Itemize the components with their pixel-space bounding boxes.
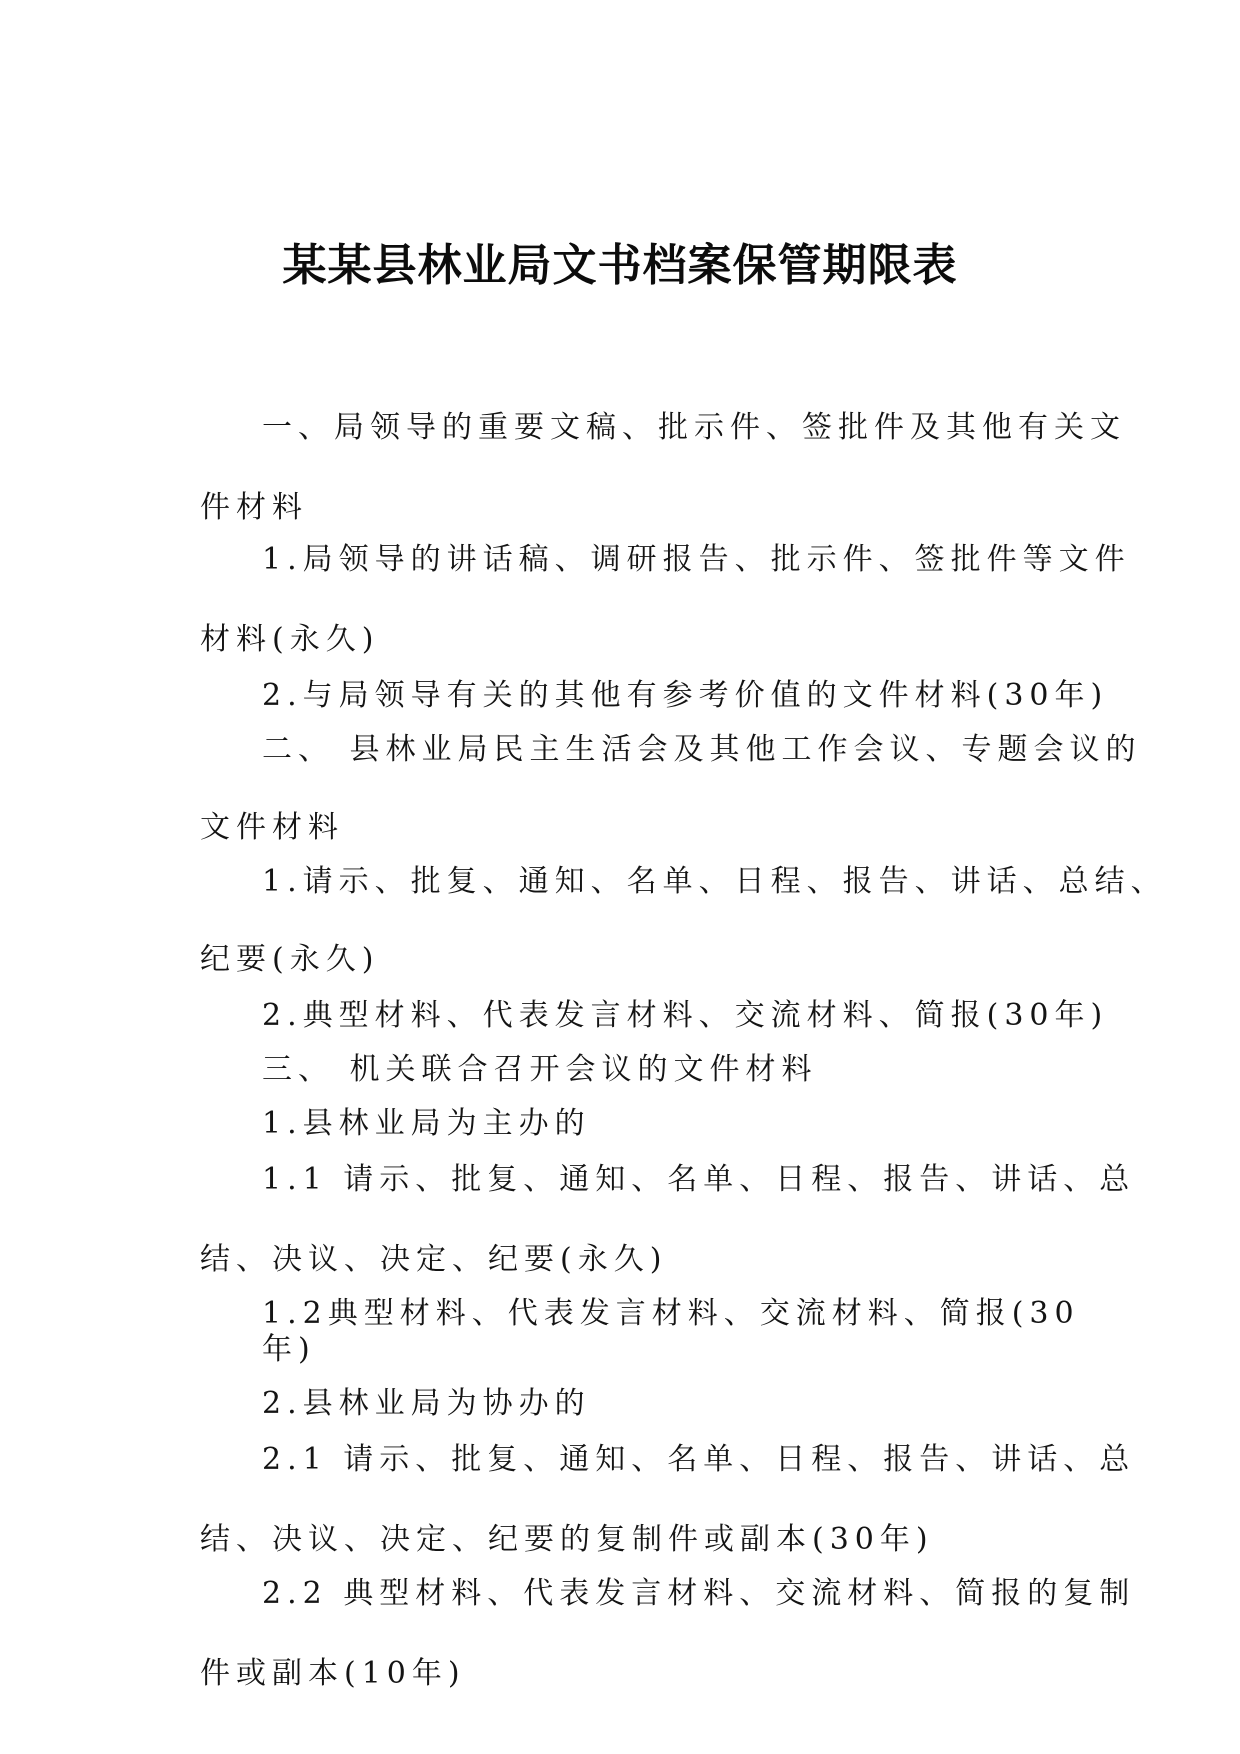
list-item-3-1-2-continued: 年) (262, 1332, 316, 1367)
list-item-1-2: 2.与局领导有关的其他有参考价值的文件材料(30年) (262, 678, 1109, 713)
list-item-3-2-1: 2.1 请示、批复、通知、名单、日程、报告、讲话、总 (262, 1442, 1136, 1477)
section-heading-1-continued: 件材料 (200, 490, 308, 525)
list-item-3-2-2: 2.2 典型材料、代表发言材料、交流材料、简报的复制 (262, 1576, 1136, 1611)
list-item-3-1: 1.县林业局为主办的 (262, 1106, 591, 1141)
list-item-3-1-1: 1.1 请示、批复、通知、名单、日程、报告、讲话、总 (262, 1162, 1136, 1197)
list-item-3-2-2-continued: 件或副本(10年) (200, 1656, 466, 1691)
section-heading-2-continued: 文件材料 (200, 810, 344, 845)
section-heading-3: 三、 机关联合召开会议的文件材料 (262, 1052, 818, 1087)
list-item-2-1-continued: 纪要(永久) (200, 942, 380, 977)
list-item-2-1: 1.请示、批复、通知、名单、日程、报告、讲话、总结、 (262, 864, 1167, 899)
section-heading-1: 一、局领导的重要文稿、批示件、签批件及其他有关文 (262, 410, 1126, 445)
section-heading-2: 二、 县林业局民主生活会及其他工作会议、专题会议的 (262, 732, 1142, 767)
list-item-3-2-1-continued: 结、决议、决定、纪要的复制件或副本(30年) (200, 1522, 934, 1557)
document-title: 某某县林业局文书档案保管期限表 (282, 240, 958, 291)
list-item-3-1-2: 1.2典型材料、代表发言材料、交流材料、简报(30 (262, 1296, 1080, 1331)
list-item-3-2: 2.县林业局为协办的 (262, 1386, 591, 1421)
list-item-3-1-1-continued: 结、决议、决定、纪要(永久) (200, 1242, 668, 1277)
list-item-1-1-continued: 材料(永久) (200, 622, 380, 657)
list-item-1-1: 1.局领导的讲话稿、调研报告、批示件、签批件等文件 (262, 542, 1131, 577)
list-item-2-2: 2.典型材料、代表发言材料、交流材料、简报(30年) (262, 998, 1109, 1033)
